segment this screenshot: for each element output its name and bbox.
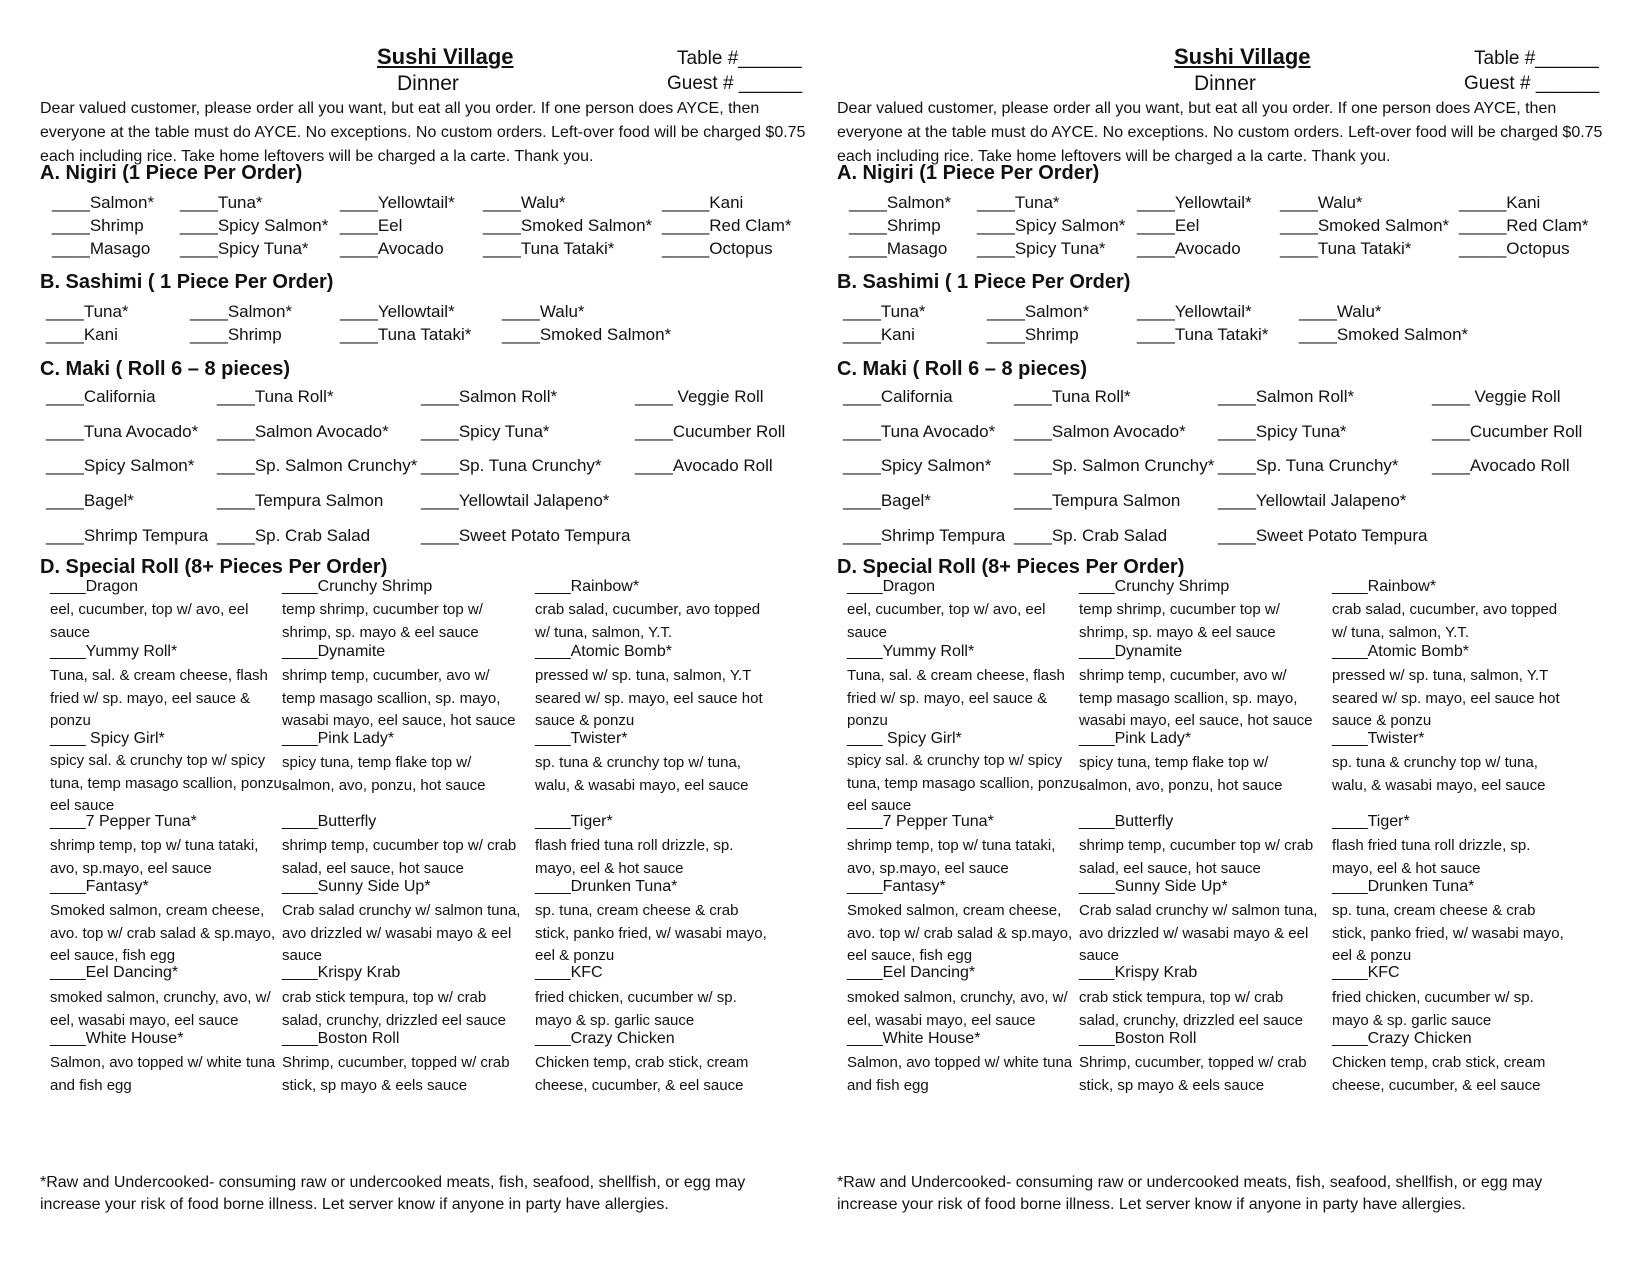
special-roll-description: crab stick tempura, top w/ crab salad, crunchy, drizzled eel sauce xyxy=(1079,989,1304,1029)
nigiri-item[interactable]: ____Spicy Salmon* xyxy=(977,216,1126,235)
special-roll-description: Smoked salmon, cream cheese, avo. top w/ crab salad & sp.mayo, eel sauce, fish egg xyxy=(847,902,1073,964)
special-roll-name[interactable]: ____Tiger* xyxy=(535,813,613,830)
sashimi-item[interactable]: ____Yellowtail* xyxy=(1137,302,1252,321)
special-roll-name[interactable]: ____ Spicy Girl* xyxy=(50,730,165,747)
maki-item[interactable]: ____Avocado Roll xyxy=(635,456,773,475)
special-roll-name[interactable]: ____Butterfly xyxy=(282,813,377,830)
sashimi-item[interactable]: ____Kani xyxy=(843,325,915,344)
nigiri-item[interactable]: _____Red Clam* xyxy=(662,216,792,235)
maki-item[interactable]: ____Spicy Tuna* xyxy=(421,422,550,441)
nigiri-item[interactable]: ____Masago xyxy=(52,239,151,258)
nigiri-item[interactable]: ____Eel xyxy=(1137,216,1200,235)
maki-heading: C. Maki ( Roll 6 – 8 pieces) xyxy=(837,358,1088,380)
maki-item[interactable]: ____Spicy Tuna* xyxy=(1218,422,1347,441)
special-roll-name[interactable]: ____Krispy Krab xyxy=(1079,964,1198,981)
special-roll-name[interactable]: ____Rainbow* xyxy=(1332,578,1437,595)
sashimi-heading: B. Sashimi ( 1 Piece Per Order) xyxy=(40,271,334,293)
raw-food-warning: *Raw and Undercooked- consuming raw or undercooked meats, fish, seafood, shellfish, or egg may increase your risk of food borne illness. Let server know if anyone in party have allergies. xyxy=(40,1174,746,1213)
restaurant-title: Sushi Village xyxy=(377,44,514,69)
sashimi-item[interactable]: ____Walu* xyxy=(502,302,585,321)
nigiri-item[interactable]: ____Tuna Tataki* xyxy=(483,239,615,258)
special-roll-description: sp. tuna, cream cheese & crab stick, panko fried, w/ wasabi mayo, eel & ponzu xyxy=(535,902,767,964)
maki-item[interactable]: ____Tuna Avocado* xyxy=(843,422,996,441)
special-roll-name[interactable]: ____Fantasy* xyxy=(847,878,946,895)
sashimi-item[interactable]: ____Tuna* xyxy=(46,302,129,321)
maki-item[interactable]: ____Yellowtail Jalapeno* xyxy=(421,491,610,510)
maki-item[interactable]: ____Bagel* xyxy=(843,491,931,510)
special-roll-description: shrimp temp, cucumber top w/ crab salad, eel sauce, hot sauce xyxy=(282,837,517,877)
special-roll-description: sp. tuna & crunchy top w/ tuna, walu, & wasabi mayo, eel sauce xyxy=(535,754,749,794)
nigiri-item[interactable]: ____Avocado xyxy=(340,239,444,258)
special-roll-description: Smoked salmon, cream cheese, avo. top w/ crab salad & sp.mayo, eel sauce, fish egg xyxy=(50,902,276,964)
nigiri-item[interactable]: _____Red Clam* xyxy=(1459,216,1589,235)
special-roll-name[interactable]: ____Twister* xyxy=(1332,730,1425,747)
special-roll-name[interactable]: ____Butterfly xyxy=(1079,813,1174,830)
special-roll-name[interactable]: ____Crazy Chicken xyxy=(535,1030,675,1047)
maki-item[interactable]: ____Tuna Roll* xyxy=(217,387,334,406)
nigiri-item[interactable]: ____Salmon* xyxy=(52,193,155,212)
special-roll-description: spicy sal. & crunchy top w/ spicy tuna, temp masago scallion, ponzu, eel sauce xyxy=(50,752,286,814)
menu-sheet-left xyxy=(40,0,840,1275)
nigiri-item[interactable]: ____Walu* xyxy=(483,193,566,212)
nigiri-heading: A. Nigiri (1 Piece Per Order) xyxy=(40,162,303,184)
sashimi-item[interactable]: ____Kani xyxy=(46,325,118,344)
nigiri-item[interactable]: ____Tuna* xyxy=(977,193,1060,212)
nigiri-item[interactable]: ____Yellowtail* xyxy=(340,193,455,212)
special-roll-name[interactable]: ____White House* xyxy=(50,1030,184,1047)
maki-item[interactable]: ____Cucumber Roll xyxy=(635,422,786,441)
maki-heading: C. Maki ( Roll 6 – 8 pieces) xyxy=(40,358,291,380)
sashimi-item[interactable]: ____Smoked Salmon* xyxy=(1299,325,1469,344)
maki-item[interactable]: ____Sp. Tuna Crunchy* xyxy=(1218,456,1399,475)
special-roll-name[interactable]: ____Fantasy* xyxy=(50,878,149,895)
special-roll-name[interactable]: ____Eel Dancing* xyxy=(50,964,179,981)
special-roll-description: spicy tuna, temp flake top w/ salmon, avo, ponzu, hot sauce xyxy=(282,754,486,794)
sashimi-item[interactable]: ____Tuna Tataki* xyxy=(1137,325,1269,344)
special-roll-name[interactable]: ____Drunken Tuna* xyxy=(1332,878,1475,895)
special-roll-name[interactable]: ____Boston Roll xyxy=(282,1030,400,1047)
maki-item[interactable]: ____California xyxy=(843,387,953,406)
special-roll-name[interactable]: ____White House* xyxy=(847,1030,981,1047)
special-roll-description: spicy tuna, temp flake top w/ salmon, avo, ponzu, hot sauce xyxy=(1079,754,1283,794)
special-roll-description: temp shrimp, cucumber top w/ shrimp, sp. mayo & eel sauce xyxy=(282,601,483,641)
special-roll-description: Shrimp, cucumber, topped w/ crab stick, sp mayo & eels sauce xyxy=(1079,1054,1307,1094)
special-roll-name[interactable]: ____Sunny Side Up* xyxy=(282,878,431,895)
maki-item[interactable]: ____Sweet Potato Tempura xyxy=(421,526,631,545)
nigiri-item[interactable]: ____Smoked Salmon* xyxy=(483,216,653,235)
meal-subtitle: Dinner xyxy=(1194,72,1256,95)
special-roll-description: fried chicken, cucumber w/ sp. mayo & sp. garlic sauce xyxy=(1332,989,1534,1029)
special-roll-description: pressed w/ sp. tuna, salmon, Y.T seared w/ sp. mayo, eel sauce hot sauce & ponzu xyxy=(535,667,763,729)
special-roll-description: sp. tuna & crunchy top w/ tuna, walu, & wasabi mayo, eel sauce xyxy=(1332,754,1546,794)
special-roll-name[interactable]: ____Twister* xyxy=(535,730,628,747)
special-roll-description: smoked salmon, crunchy, avo, w/ eel, wasabi mayo, eel sauce xyxy=(847,989,1068,1029)
special-roll-name[interactable]: ____Yummy Roll* xyxy=(50,643,178,660)
maki-item[interactable]: ____Bagel* xyxy=(46,491,134,510)
nigiri-item[interactable]: _____Octopus xyxy=(1459,239,1570,258)
special-roll-name[interactable]: ____7 Pepper Tuna* xyxy=(847,813,994,830)
special-roll-name[interactable]: ____Rainbow* xyxy=(535,578,640,595)
nigiri-item[interactable]: _____Kani xyxy=(662,193,744,212)
maki-item[interactable]: ____Tuna Roll* xyxy=(1014,387,1131,406)
sashimi-item[interactable]: ____Tuna Tataki* xyxy=(340,325,472,344)
special-roll-description: shrimp temp, cucumber top w/ crab salad, eel sauce, hot sauce xyxy=(1079,837,1314,877)
special-roll-description: pressed w/ sp. tuna, salmon, Y.T seared w/ sp. mayo, eel sauce hot sauce & ponzu xyxy=(1332,667,1560,729)
nigiri-item[interactable]: ____Avocado xyxy=(1137,239,1241,258)
special-roll-name[interactable]: ____Eel Dancing* xyxy=(847,964,976,981)
maki-item[interactable]: ____Salmon Avocado* xyxy=(1014,422,1186,441)
maki-item[interactable]: ____Sp. Salmon Crunchy* xyxy=(217,456,418,475)
maki-item[interactable]: ____Sp. Tuna Crunchy* xyxy=(421,456,602,475)
sashimi-heading: B. Sashimi ( 1 Piece Per Order) xyxy=(837,271,1131,293)
special-roll-description: Chicken temp, crab stick, cream cheese, cucumber, & eel sauce xyxy=(535,1054,749,1094)
maki-item[interactable]: ____Spicy Salmon* xyxy=(46,456,195,475)
special-roll-name[interactable]: ____Atomic Bomb* xyxy=(535,643,672,660)
nigiri-item[interactable]: ____Tuna* xyxy=(180,193,263,212)
nigiri-item[interactable]: ____Salmon* xyxy=(849,193,952,212)
maki-item[interactable]: ____Yellowtail Jalapeno* xyxy=(1218,491,1407,510)
maki-item[interactable]: ____Sp. Crab Salad xyxy=(217,526,371,545)
maki-item[interactable]: ____Tuna Avocado* xyxy=(46,422,199,441)
special-roll-description: Chicken temp, crab stick, cream cheese, cucumber, & eel sauce xyxy=(1332,1054,1546,1094)
special-roll-name[interactable]: ____Dragon xyxy=(50,578,139,595)
maki-item[interactable]: ____Sp. Salmon Crunchy* xyxy=(1014,456,1215,475)
special-roll-name[interactable]: ____Yummy Roll* xyxy=(847,643,975,660)
special-roll-description: shrimp temp, top w/ tuna tataki, avo, sp.mayo, eel sauce xyxy=(50,837,259,877)
special-roll-name[interactable]: ____Crunchy Shrimp xyxy=(1079,578,1230,595)
special-roll-description: temp shrimp, cucumber top w/ shrimp, sp. mayo & eel sauce xyxy=(1079,601,1280,641)
maki-item[interactable]: ____Salmon Roll* xyxy=(421,387,558,406)
guest-number-field[interactable]: Guest # ______ xyxy=(1464,73,1600,94)
special-roll-heading: D. Special Roll (8+ Pieces Per Order) xyxy=(40,556,388,578)
special-roll-description: eel, cucumber, top w/ avo, eel sauce xyxy=(50,601,249,641)
nigiri-item[interactable]: ____Shrimp xyxy=(52,216,144,235)
special-roll-description: shrimp temp, cucumber, avo w/ temp masago scallion, sp. mayo, wasabi mayo, eel sauce, hot sauce xyxy=(1079,667,1313,729)
menu-sheet-right xyxy=(837,0,1637,1275)
special-roll-description: Tuna, sal. & cream cheese, flash fried w/ sp. mayo, eel sauce & ponzu xyxy=(50,667,268,729)
special-roll-name[interactable]: ____Atomic Bomb* xyxy=(1332,643,1469,660)
maki-item[interactable]: ____Tempura Salmon xyxy=(1014,491,1181,510)
special-roll-name[interactable]: ____ Spicy Girl* xyxy=(847,730,962,747)
maki-item[interactable]: ____Sp. Crab Salad xyxy=(1014,526,1168,545)
special-roll-heading: D. Special Roll (8+ Pieces Per Order) xyxy=(837,556,1185,578)
nigiri-item[interactable]: ____Shrimp xyxy=(849,216,941,235)
special-roll-description: crab stick tempura, top w/ crab salad, crunchy, drizzled eel sauce xyxy=(282,989,507,1029)
nigiri-item[interactable]: _____Octopus xyxy=(662,239,773,258)
table-number-field[interactable]: Table #______ xyxy=(677,48,802,69)
maki-item[interactable]: ____Tempura Salmon xyxy=(217,491,384,510)
maki-item[interactable]: ____Salmon Avocado* xyxy=(217,422,389,441)
special-roll-name[interactable]: ____KFC xyxy=(1332,964,1400,981)
maki-item[interactable]: ____Spicy Salmon* xyxy=(843,456,992,475)
sashimi-item[interactable]: ____Smoked Salmon* xyxy=(502,325,672,344)
nigiri-item[interactable]: ____Spicy Tuna* xyxy=(180,239,309,258)
maki-item[interactable]: ____California xyxy=(46,387,156,406)
special-roll-name[interactable]: ____Dragon xyxy=(847,578,936,595)
sashimi-item[interactable]: ____Shrimp xyxy=(987,325,1079,344)
special-roll-description: fried chicken, cucumber w/ sp. mayo & sp. garlic sauce xyxy=(535,989,737,1029)
maki-item[interactable]: ____ Veggie Roll xyxy=(635,387,764,406)
intro-notice: Dear valued customer, please order all you want, but eat all you order. If one person does AYCE, then everyone at the table must do AYCE. No exceptions. No custom orders. Left-over food will be charged $0.75 each including rice. Take home leftovers will be charged a la carte. Thank you. xyxy=(40,100,806,165)
special-roll-description: sp. tuna, cream cheese & crab stick, panko fried, w/ wasabi mayo, eel & ponzu xyxy=(1332,902,1564,964)
special-roll-name[interactable]: ____Dynamite xyxy=(1079,643,1183,660)
special-roll-name[interactable]: ____Krispy Krab xyxy=(282,964,401,981)
special-roll-description: Shrimp, cucumber, topped w/ crab stick, sp mayo & eels sauce xyxy=(282,1054,510,1094)
special-roll-description: smoked salmon, crunchy, avo, w/ eel, wasabi mayo, eel sauce xyxy=(50,989,271,1029)
nigiri-item[interactable]: ____Walu* xyxy=(1280,193,1363,212)
special-roll-description: crab salad, cucumber, avo topped w/ tuna, salmon, Y.T. xyxy=(535,601,761,641)
nigiri-item[interactable]: ____Masago xyxy=(849,239,948,258)
sashimi-item[interactable]: ____Yellowtail* xyxy=(340,302,455,321)
raw-food-warning: *Raw and Undercooked- consuming raw or undercooked meats, fish, seafood, shellfish, or egg may increase your risk of food borne illness. Let server know if anyone in party have allergies. xyxy=(837,1174,1543,1213)
special-roll-name[interactable]: ____Boston Roll xyxy=(1079,1030,1197,1047)
restaurant-title: Sushi Village xyxy=(1174,44,1311,69)
special-roll-description: flash fried tuna roll drizzle, sp. mayo, eel & hot sauce xyxy=(535,837,734,877)
sashimi-item[interactable]: ____Shrimp xyxy=(190,325,282,344)
special-roll-description: eel, cucumber, top w/ avo, eel sauce xyxy=(847,601,1046,641)
meal-subtitle: Dinner xyxy=(397,72,459,95)
special-roll-name[interactable]: ____Pink Lady* xyxy=(282,730,395,747)
special-roll-name[interactable]: ____Sunny Side Up* xyxy=(1079,878,1228,895)
nigiri-heading: A. Nigiri (1 Piece Per Order) xyxy=(837,162,1100,184)
special-roll-name[interactable]: ____Pink Lady* xyxy=(1079,730,1192,747)
nigiri-item[interactable]: _____Kani xyxy=(1459,193,1541,212)
nigiri-item[interactable]: ____Spicy Tuna* xyxy=(977,239,1106,258)
maki-item[interactable]: ____Shrimp Tempura xyxy=(843,526,1006,545)
sashimi-item[interactable]: ____Tuna* xyxy=(843,302,926,321)
special-roll-description: Salmon, avo topped w/ white tuna and fish egg xyxy=(847,1054,1073,1094)
special-roll-name[interactable]: ____Drunken Tuna* xyxy=(535,878,678,895)
special-roll-name[interactable]: ____Crazy Chicken xyxy=(1332,1030,1472,1047)
maki-item[interactable]: ____ Veggie Roll xyxy=(1432,387,1561,406)
guest-number-field[interactable]: Guest # ______ xyxy=(667,73,803,94)
special-roll-name[interactable]: ____7 Pepper Tuna* xyxy=(50,813,197,830)
special-roll-name[interactable]: ____KFC xyxy=(535,964,603,981)
special-roll-name[interactable]: ____Crunchy Shrimp xyxy=(282,578,433,595)
intro-notice: Dear valued customer, please order all you want, but eat all you order. If one person does AYCE, then everyone at the table must do AYCE. No exceptions. No custom orders. Left-over food will be charged $0.75 each including rice. Take home leftovers will be charged a la carte. Thank you. xyxy=(837,100,1603,165)
special-roll-description: flash fried tuna roll drizzle, sp. mayo, eel & hot sauce xyxy=(1332,837,1531,877)
nigiri-item[interactable]: ____Smoked Salmon* xyxy=(1280,216,1450,235)
sashimi-item[interactable]: ____Walu* xyxy=(1299,302,1382,321)
maki-item[interactable]: ____Salmon Roll* xyxy=(1218,387,1355,406)
nigiri-item[interactable]: ____Spicy Salmon* xyxy=(180,216,329,235)
nigiri-item[interactable]: ____Yellowtail* xyxy=(1137,193,1252,212)
special-roll-description: Crab salad crunchy w/ salmon tuna, avo drizzled w/ wasabi mayo & eel sauce xyxy=(1079,902,1318,964)
special-roll-description: Crab salad crunchy w/ salmon tuna, avo drizzled w/ wasabi mayo & eel sauce xyxy=(282,902,521,964)
special-roll-name[interactable]: ____Tiger* xyxy=(1332,813,1410,830)
special-roll-name[interactable]: ____Dynamite xyxy=(282,643,386,660)
maki-item[interactable]: ____Avocado Roll xyxy=(1432,456,1570,475)
sashimi-item[interactable]: ____Salmon* xyxy=(190,302,293,321)
special-roll-description: spicy sal. & crunchy top w/ spicy tuna, temp masago scallion, ponzu, eel sauce xyxy=(847,752,1083,814)
maki-item[interactable]: ____Shrimp Tempura xyxy=(46,526,209,545)
special-roll-description: shrimp temp, cucumber, avo w/ temp masago scallion, sp. mayo, wasabi mayo, eel sauce, hot sauce xyxy=(282,667,516,729)
nigiri-item[interactable]: ____Eel xyxy=(340,216,403,235)
special-roll-description: shrimp temp, top w/ tuna tataki, avo, sp.mayo, eel sauce xyxy=(847,837,1056,877)
sashimi-item[interactable]: ____Salmon* xyxy=(987,302,1090,321)
table-number-field[interactable]: Table #______ xyxy=(1474,48,1599,69)
special-roll-description: crab salad, cucumber, avo topped w/ tuna, salmon, Y.T. xyxy=(1332,601,1558,641)
nigiri-item[interactable]: ____Tuna Tataki* xyxy=(1280,239,1412,258)
maki-item[interactable]: ____Cucumber Roll xyxy=(1432,422,1583,441)
special-roll-description: Salmon, avo topped w/ white tuna and fish egg xyxy=(50,1054,276,1094)
maki-item[interactable]: ____Sweet Potato Tempura xyxy=(1218,526,1428,545)
special-roll-description: Tuna, sal. & cream cheese, flash fried w/ sp. mayo, eel sauce & ponzu xyxy=(847,667,1065,729)
